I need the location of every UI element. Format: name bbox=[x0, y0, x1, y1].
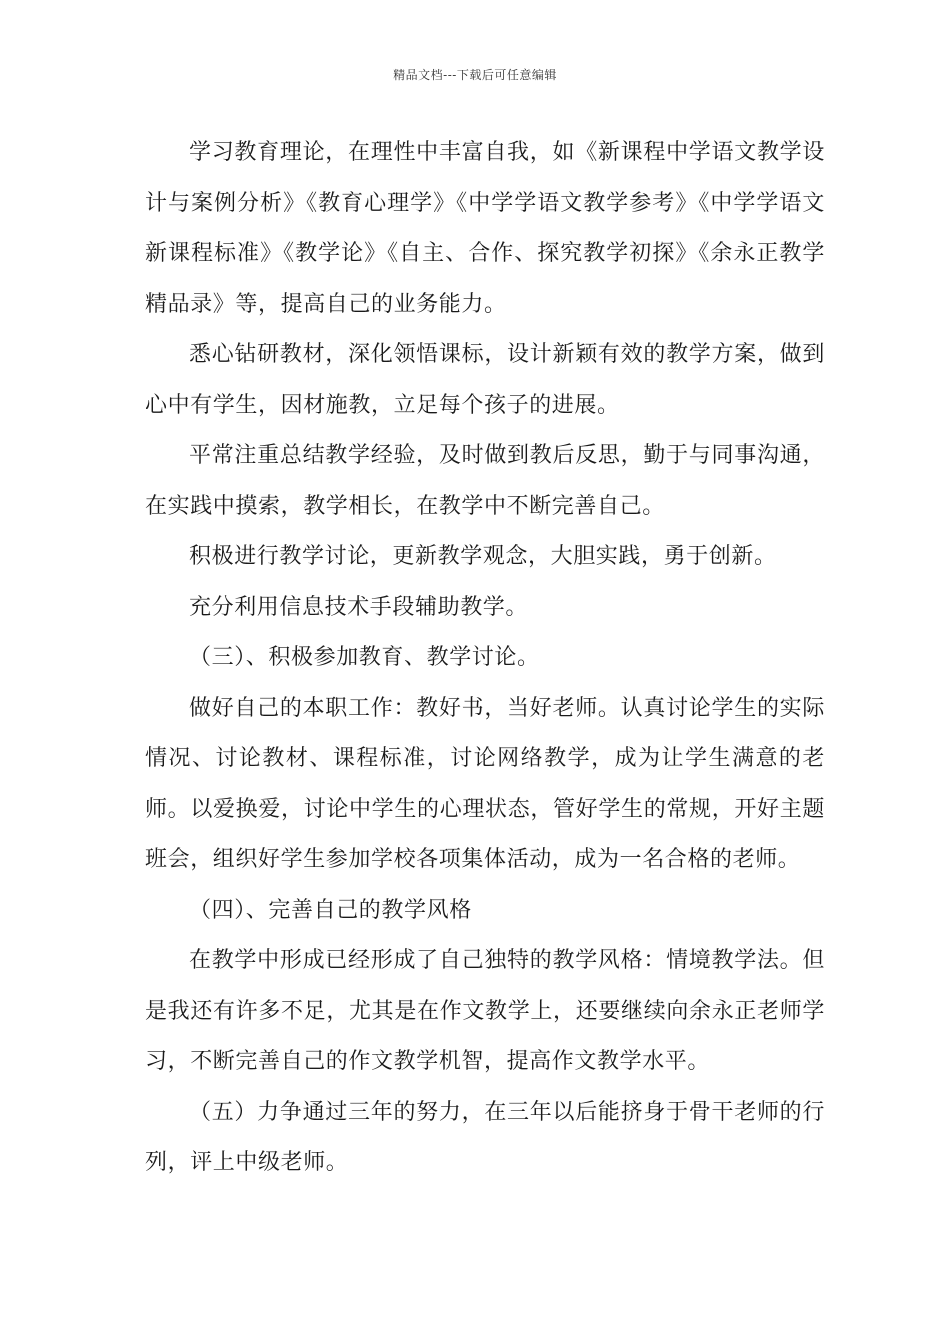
paragraph-job-duties: 做好自己的本职工作：教好书，当好老师。认真讨论学生的实际情况、讨论教材、课程标准，讨论网络教学，成为让学生满意的老师。以爱换爱，讨论中学生的心理状态，管好学生的常规，开好主题班会，组织好学生参加学校各项集体活动，成为一名合格的老师。 bbox=[145, 695, 825, 872]
document-body bbox=[145, 128, 825, 1189]
paragraph-teaching-style: 在教学中形成已经形成了自己独特的教学风格：情境教学法。但是我还有许多不足，尤其是在作文教学上，还要继续向余永正老师学习，不断完善自己的作文教学机智，提高作文教学水平。 bbox=[145, 948, 825, 1074]
section-heading-4: （四）、完善自己的教学风格 bbox=[189, 897, 472, 923]
paragraph-summarize-experience: 平常注重总结教学经验，及时做到教后反思，勤于与同事沟通，在实践中摸索，教学相长，在教学中不断完善自己。 bbox=[145, 443, 825, 519]
paragraph-study-materials: 悉心钻研教材，深化领悟课标，设计新颖有效的教学方案，做到心中有学生，因材施教，立足每个孩子的进展。 bbox=[145, 342, 825, 418]
section-heading-5: （五）力争通过三年的努力，在三年以后能挤身于骨干老师的行列，评上中级老师。 bbox=[145, 1099, 825, 1175]
paragraph-research-innovate: 积极进行教学讨论，更新教学观念，大胆实践，勇于创新。 bbox=[189, 544, 777, 569]
section-heading-3: （三）、积极参加教育、教学讨论。 bbox=[189, 645, 540, 670]
paragraph-information-technology: 充分利用信息技术手段辅助教学。 bbox=[189, 594, 529, 620]
paragraph-study-theory: 学习教育理论，在理性中丰富自我，如《新课程中学语文教学设计与案例分析》《教育心理学》《中学学语文教学参考》《中学学语文新课程标准》《教学论》《自主、合作、探究教学初探》《余永正教学精品录》等，提高自己的业务能力。 bbox=[145, 140, 825, 317]
page-header: 精品文档---下载后可任意编辑 bbox=[393, 68, 557, 82]
